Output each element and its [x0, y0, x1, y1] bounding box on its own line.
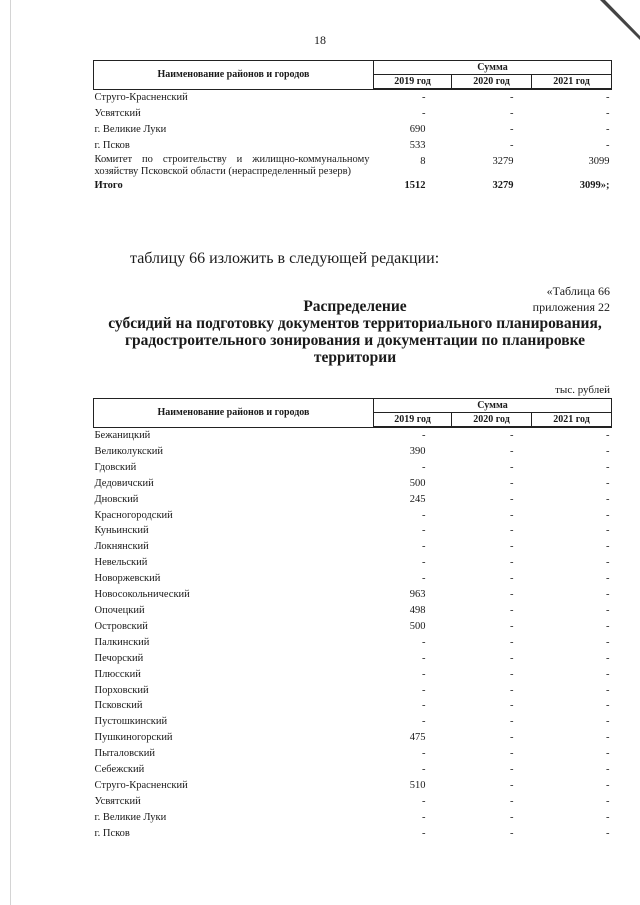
cell-name: Новосокольнический	[94, 589, 190, 601]
cell-2021: -	[606, 700, 610, 712]
cell-name: Опочецкий	[94, 604, 145, 616]
table-row	[94, 106, 612, 122]
cell-2019: 533	[409, 139, 426, 151]
cell-2020: -	[510, 123, 514, 135]
document-title	[90, 298, 620, 366]
cell-2020: -	[510, 684, 514, 696]
instruction-text: таблицу 66 изложить в следующей редакции:	[130, 250, 440, 267]
cell-name: Струго-Красненский	[94, 91, 188, 103]
cell-name: Великолукский	[94, 445, 164, 457]
cell-2019: -	[422, 748, 426, 760]
table-row	[94, 555, 612, 571]
cell-name: Пушкиногорский	[94, 732, 173, 744]
cell-2020: -	[510, 107, 514, 119]
cell-name: Струго-Красненский	[94, 779, 188, 791]
cell-2021: -	[606, 636, 610, 648]
cell-2020: -	[510, 525, 514, 537]
cell-2019: -	[422, 541, 426, 553]
table-row	[94, 683, 612, 699]
cell-name: Гдовский	[94, 461, 137, 473]
cell-2020: 3279	[492, 179, 514, 191]
table-row	[94, 571, 612, 587]
cell-2021: 3099»;	[579, 179, 610, 191]
table-row	[94, 746, 612, 762]
table-row-total	[94, 178, 612, 194]
cell-2019: 500	[409, 620, 426, 632]
column-header-2021: 2021 год	[532, 75, 612, 90]
table-row	[94, 444, 612, 460]
cell-2019: -	[422, 430, 426, 441]
table-reference-line2: приложения 22	[532, 300, 610, 314]
cell-2021: -	[606, 764, 610, 776]
column-header-sum: Сумма	[374, 61, 612, 75]
cell-2021: -	[606, 732, 610, 744]
cell-2020: -	[510, 477, 514, 489]
cell-2019: 245	[409, 493, 426, 505]
cell-2019: -	[422, 107, 426, 119]
cell-2019: 390	[409, 445, 426, 457]
cell-2021: -	[606, 557, 610, 569]
cell-2020: -	[510, 509, 514, 521]
cell-2020: -	[510, 620, 514, 632]
cell-2019: 963	[409, 589, 426, 601]
cell-2021: -	[606, 509, 610, 521]
cell-2020: -	[510, 589, 514, 601]
cell-name: Дновский	[94, 493, 139, 505]
cell-2021: 3099	[588, 155, 610, 167]
cell-2020: -	[510, 541, 514, 553]
cell-2020: -	[510, 779, 514, 791]
cell-name: Итого	[94, 179, 123, 191]
cell-2020: -	[510, 827, 514, 839]
page-number: 18	[314, 33, 326, 47]
table-row	[94, 539, 612, 555]
table-row-committee	[94, 154, 612, 178]
table-row	[94, 826, 612, 842]
cell-2021: -	[606, 668, 610, 680]
cell-2021: -	[606, 493, 610, 505]
table-row	[94, 427, 612, 444]
cell-2021: -	[606, 684, 610, 696]
cell-2019: -	[422, 811, 426, 823]
table-row	[94, 778, 612, 794]
cell-2020: -	[510, 716, 514, 728]
column-header-sum: Сумма	[374, 399, 612, 413]
cell-2019: -	[422, 684, 426, 696]
cell-2019: -	[422, 668, 426, 680]
cell-2019: -	[422, 525, 426, 537]
cell-2019: -	[422, 716, 426, 728]
cell-name: Себежский	[94, 764, 145, 776]
title-line2: субсидий на подготовку документов территориального планирования,	[108, 315, 602, 332]
units-label: тыс. рублей	[555, 384, 610, 396]
cell-2020: -	[510, 636, 514, 648]
table-row	[94, 635, 612, 651]
table-row	[94, 508, 612, 524]
cell-2021: -	[606, 716, 610, 728]
cell-2021: -	[606, 811, 610, 823]
cell-2019: -	[422, 461, 426, 473]
cell-2021: -	[606, 620, 610, 632]
cell-2020: -	[510, 748, 514, 760]
cell-2019: -	[422, 764, 426, 776]
cell-2019: -	[422, 92, 426, 103]
table-row	[94, 603, 612, 619]
cell-2020: -	[510, 139, 514, 151]
cell-2020: -	[510, 604, 514, 616]
cell-name: Усвятский	[94, 107, 141, 119]
cell-2019: -	[422, 509, 426, 521]
cell-2021: -	[606, 795, 610, 807]
table-row	[94, 476, 612, 492]
cell-2019: 8	[420, 155, 426, 167]
cell-name: Пустошкинский	[94, 716, 168, 728]
scan-edge-line	[10, 0, 11, 905]
cell-2020: -	[510, 445, 514, 457]
cell-2021: -	[606, 779, 610, 791]
table-row	[94, 89, 612, 106]
column-header-2019: 2019 год	[374, 75, 452, 90]
table-row	[94, 460, 612, 476]
cell-2020: -	[510, 764, 514, 776]
cell-2021: -	[606, 445, 610, 457]
cell-name: Пыталовский	[94, 748, 155, 760]
cell-name: Усвятский	[94, 795, 141, 807]
table-row	[94, 138, 612, 154]
cell-2021: -	[606, 827, 610, 839]
cell-name: Комитет по строительству и жилищно-коммунальному хозяйству Псковской области (нераспределенный резерв)	[94, 153, 370, 177]
table-row	[94, 810, 612, 826]
cell-2021: -	[606, 92, 610, 103]
cell-2019: 690	[409, 123, 426, 135]
cell-2019: -	[422, 700, 426, 712]
cell-2019: 510	[409, 779, 426, 791]
table-row	[94, 651, 612, 667]
cell-2019: -	[422, 652, 426, 664]
title-line3: градостроительного зонирования и документации по планировке	[124, 332, 586, 349]
cell-2019: -	[422, 557, 426, 569]
cell-2021: -	[606, 139, 610, 151]
cell-2021: -	[606, 589, 610, 601]
table-row	[94, 523, 612, 539]
cell-2019: -	[422, 636, 426, 648]
table-row	[94, 762, 612, 778]
column-header-2020: 2020 год	[452, 413, 532, 428]
table-row	[94, 122, 612, 138]
column-header-2021: 2021 год	[532, 413, 612, 428]
cell-2019: 1512	[404, 179, 426, 191]
cell-2020: -	[510, 700, 514, 712]
cell-name: г. Псков	[94, 827, 130, 839]
table-row	[94, 492, 612, 508]
cell-name: Дедовичский	[94, 477, 154, 489]
cell-2019: 498	[409, 604, 426, 616]
cell-name: Печорский	[94, 652, 144, 664]
table-reference-line1: «Таблица 66	[546, 284, 610, 298]
cell-2020: -	[510, 732, 514, 744]
cell-name: Островский	[94, 620, 148, 632]
title-line1: Распределение	[303, 298, 407, 315]
cell-2021: -	[606, 748, 610, 760]
cell-2020: -	[510, 557, 514, 569]
cell-2020: -	[510, 668, 514, 680]
cell-name: г. Великие Луки	[94, 811, 167, 823]
cell-2020: 3279	[492, 155, 514, 167]
cell-2020: -	[510, 92, 514, 103]
cell-2021: -	[606, 461, 610, 473]
cell-2020: -	[510, 430, 514, 441]
cell-2021: -	[606, 573, 610, 585]
table-row	[94, 698, 612, 714]
cell-name: г. Великие Луки	[94, 123, 167, 135]
cell-2021: -	[606, 430, 610, 441]
cell-name: Красногородский	[94, 509, 173, 521]
cell-name: г. Псков	[94, 139, 130, 151]
cell-2020: -	[510, 795, 514, 807]
cell-name: Локнянский	[94, 541, 149, 553]
column-header-name: Наименование районов и городов	[94, 61, 374, 90]
table-row	[94, 730, 612, 746]
cell-name: Бежаницкий	[94, 429, 151, 441]
cell-name: Новоржевский	[94, 573, 161, 585]
cell-name: Палкинский	[94, 636, 150, 648]
cell-2021: -	[606, 123, 610, 135]
table-continuation	[93, 60, 612, 194]
cell-name: Невельский	[94, 557, 148, 569]
cell-2020: -	[510, 811, 514, 823]
cell-2021: -	[606, 525, 610, 537]
cell-name: Куньинский	[94, 525, 149, 537]
table-row	[94, 667, 612, 683]
cell-2021: -	[606, 477, 610, 489]
cell-2019: 500	[409, 477, 426, 489]
title-line4: территории	[313, 349, 397, 366]
cell-2021: -	[606, 604, 610, 616]
cell-name: Порховский	[94, 684, 149, 696]
cell-2021: -	[606, 652, 610, 664]
cell-2019: -	[422, 827, 426, 839]
cell-2020: -	[510, 493, 514, 505]
cell-name: Плюсский	[94, 668, 141, 680]
cell-2019: -	[422, 795, 426, 807]
cell-2019: -	[422, 573, 426, 585]
cell-2020: -	[510, 573, 514, 585]
column-header-name: Наименование районов и городов	[94, 399, 374, 428]
column-header-2019: 2019 год	[374, 413, 452, 428]
table-subsidies	[93, 398, 612, 842]
cell-2019: 475	[409, 732, 426, 744]
table-row	[94, 794, 612, 810]
table-row	[94, 714, 612, 730]
cell-2021: -	[606, 107, 610, 119]
table-row	[94, 587, 612, 603]
column-header-2020: 2020 год	[452, 75, 532, 90]
cell-2020: -	[510, 652, 514, 664]
table-row	[94, 619, 612, 635]
cell-2020: -	[510, 461, 514, 473]
cell-2021: -	[606, 541, 610, 553]
cell-name: Псковский	[94, 700, 143, 712]
